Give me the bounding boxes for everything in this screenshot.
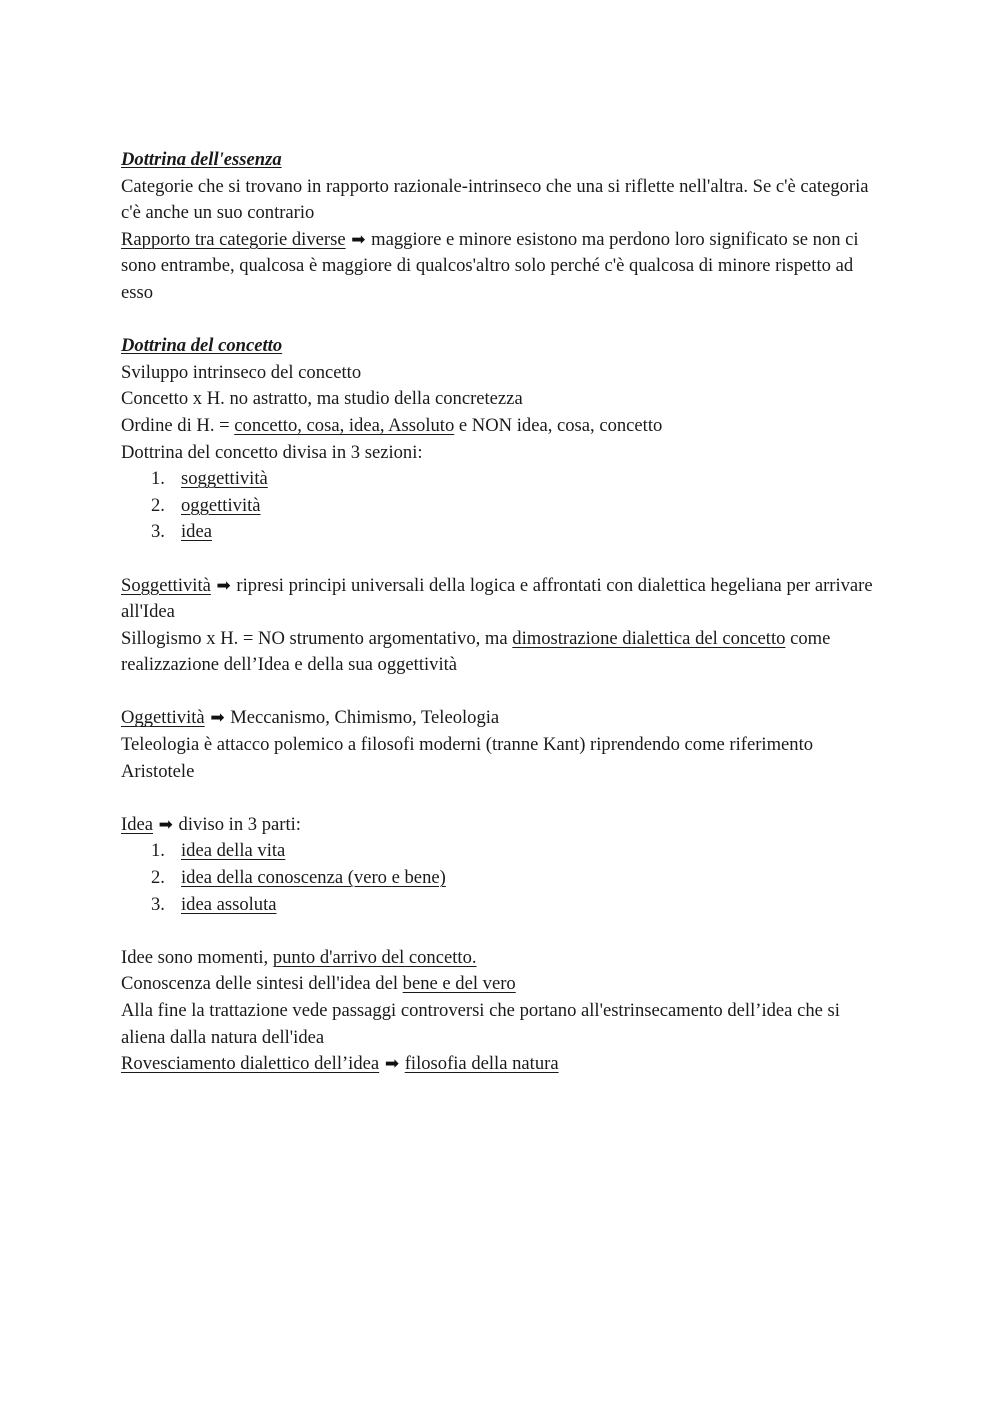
list-item (121, 466, 881, 493)
paragraph-concetto-h: Concetto x H. no astratto, ma studio della concretezza (121, 388, 523, 410)
right-arrow-icon: ➡ (216, 575, 231, 596)
paragraph-text: maggiore e minore esistono ma perdono loro significato se non ci sono entrambe, qualcosa è maggiore di qualcos'altro solo perché c'è qualcosa di minore rispetto ad esso (121, 228, 859, 303)
list-item-label: idea (181, 521, 212, 543)
paragraph-rapporto (121, 227, 881, 307)
right-arrow-icon: ➡ (384, 1054, 400, 1075)
paragraph-text: come realizzazione dell’Idea e della sua oggettività (121, 627, 831, 676)
section-heading-concetto (121, 333, 881, 360)
paragraph-idea (121, 812, 881, 839)
paragraph-sezioni-intro: Dottrina del concetto divisa in 3 sezioni: (121, 441, 423, 463)
numbered-list-parti (121, 838, 881, 918)
underlined-term: filosofia della natura (404, 1053, 559, 1075)
list-item (121, 838, 881, 865)
underlined-term: Rapporto tra categorie diverse (121, 228, 346, 250)
paragraph-teleologia: Teleologia è attacco polemico a filosofi moderni (tranne Kant) riprendendo come riferimento Aristotele (121, 734, 814, 782)
list-item (121, 519, 881, 546)
paragraph-soggettivita (121, 573, 881, 626)
underlined-term: bene e del vero (402, 973, 516, 995)
paragraph-ordine (121, 413, 881, 440)
underlined-term: Oggettività (121, 707, 205, 729)
right-arrow-icon: ➡ (351, 229, 366, 250)
list-item-label: oggettività (181, 494, 261, 516)
underlined-term: Idea (121, 813, 153, 835)
underlined-term: Soggettività (121, 574, 211, 596)
right-arrow-icon: ➡ (210, 708, 225, 729)
right-arrow-icon: ➡ (158, 814, 173, 835)
paragraph-text: diviso in 3 parti: (173, 813, 301, 835)
paragraph-text: Meccanismo, Chimismo, Teleologia (225, 707, 500, 729)
paragraph-oggettivita (121, 705, 881, 732)
paragraph-categorie: Categorie che si trovano in rapporto razionale-intrinseco che una si riflette nell'altra. Se c'è categoria c'è anche un suo contrario (121, 175, 869, 224)
list-item (121, 493, 881, 520)
paragraph-sillogismo (121, 626, 881, 679)
list-number: 3. (151, 521, 165, 543)
paragraph-conoscenza (121, 971, 881, 998)
list-item-label: soggettività (181, 468, 268, 490)
section-heading-essenza (121, 147, 881, 174)
list-number: 3. (151, 893, 165, 915)
paragraph-text: Conoscenza delle sintesi dell'idea del (121, 973, 403, 995)
list-item-label: idea assoluta (181, 893, 277, 915)
list-item-label: idea della vita (181, 840, 286, 862)
list-item (121, 892, 881, 919)
paragraph-text: e NON idea, cosa, concetto (454, 414, 663, 436)
heading-text: Dottrina del concetto (121, 335, 283, 357)
underlined-term: dimostrazione dialettica del concetto (512, 627, 786, 649)
paragraph-text: Sillogismo x H. = NO strumento argomentativo, ma (121, 627, 513, 649)
list-number: 2. (151, 867, 165, 889)
underlined-term: Rovesciamento dialettico dell’idea (121, 1053, 380, 1075)
document-page (121, 147, 881, 1078)
underlined-term: punto d'arrivo del concetto. (272, 946, 477, 968)
list-item-label: idea della conoscenza (vero e bene) (181, 867, 446, 889)
paragraph-momenti (121, 945, 881, 972)
paragraph-rovesciamento (121, 1051, 881, 1078)
paragraph-text: Idee sono momenti, (121, 946, 273, 968)
paragraph-sviluppo: Sviluppo intrinseco del concetto (121, 361, 362, 383)
heading-text: Dottrina dell'essenza (121, 149, 282, 170)
list-number: 1. (151, 840, 165, 862)
list-item (121, 865, 881, 892)
paragraph-text: Ordine di H. = (121, 414, 235, 436)
paragraph-text: ripresi principi universali della logica e affrontati con dialettica hegeliana per arrivare all'Idea (121, 574, 873, 623)
list-number: 1. (151, 468, 165, 490)
list-number: 2. (151, 494, 165, 516)
paragraph-fine: Alla fine la trattazione vede passaggi controversi che portano all'estrinsecamento dell’idea che si aliena dalla natura dell'idea (121, 1000, 840, 1048)
numbered-list-sezioni (121, 466, 881, 546)
underlined-term: concetto, cosa, idea, Assoluto (234, 414, 455, 436)
